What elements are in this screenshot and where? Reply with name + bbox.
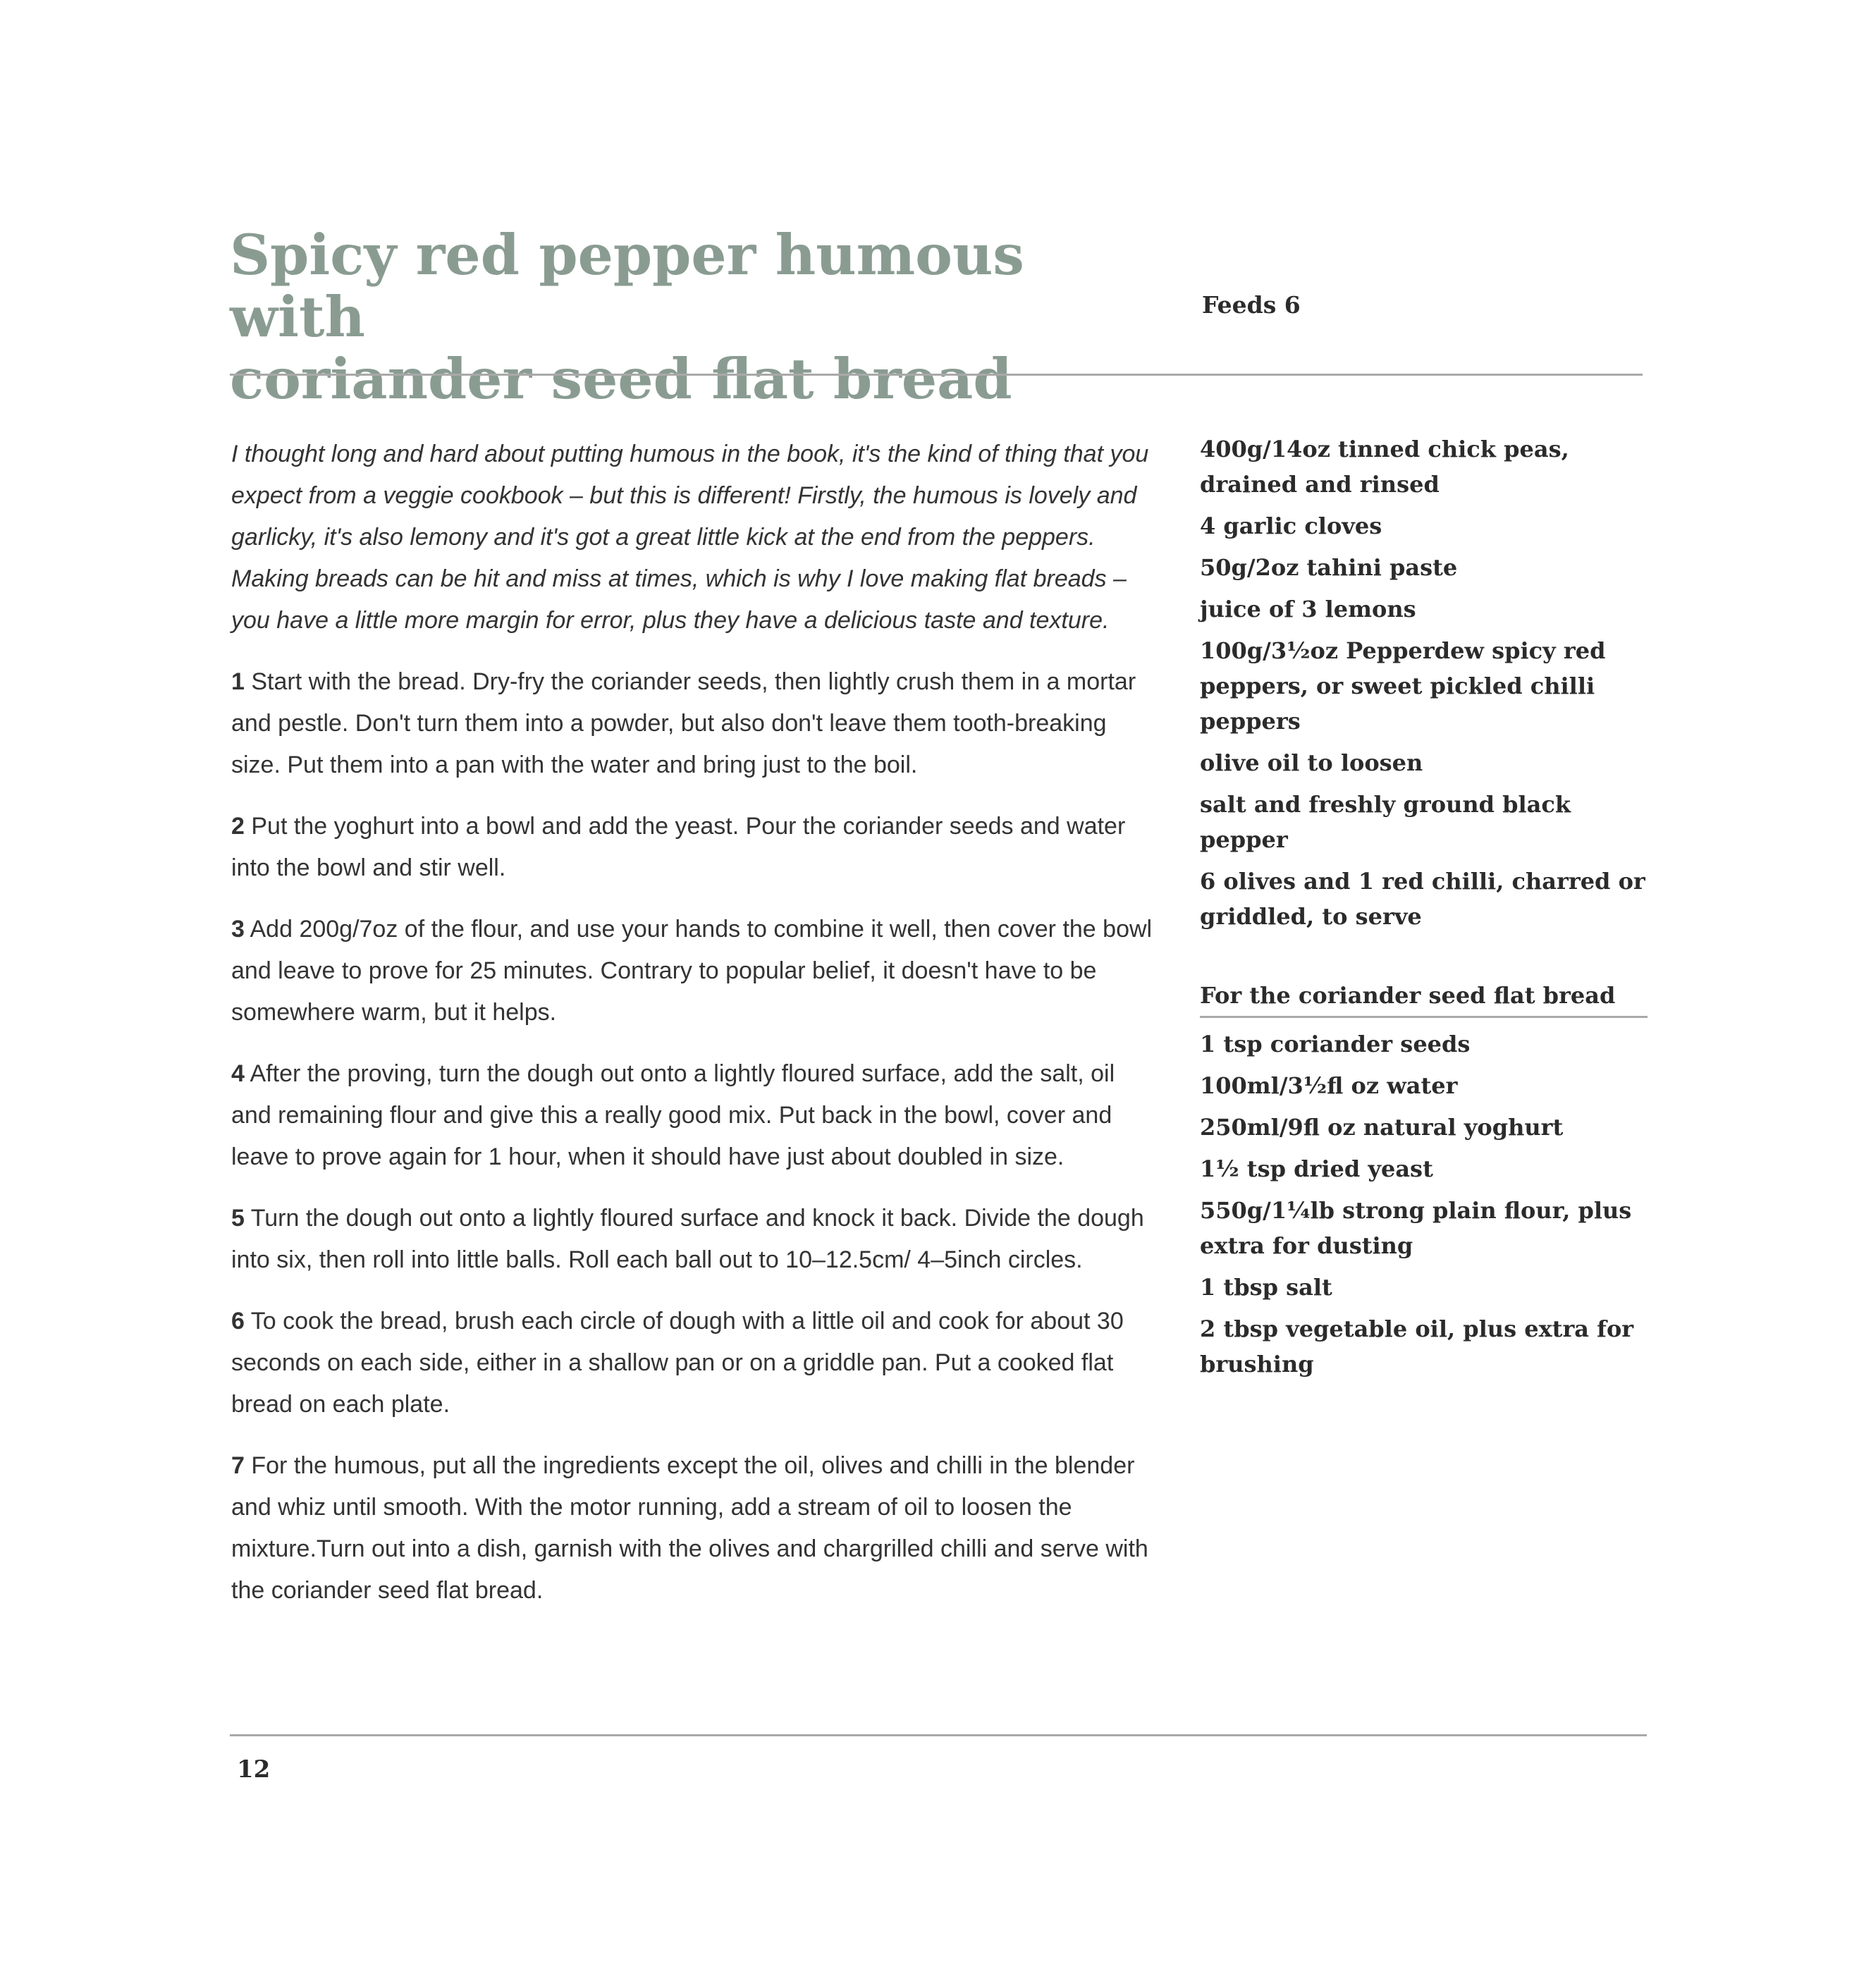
method-step — [231, 1301, 1155, 1425]
step-text: Start with the bread. Dry-fry the coriander seeds, then lightly crush them in a mortar and pestle. Don't turn them into a powder, but also don't leave them tooth-breaking size. Put them into a pan with the water and bring just to the boil. — [231, 668, 1136, 778]
recipe-title — [230, 224, 1146, 410]
step-number: 2 — [231, 813, 245, 840]
method-step — [231, 909, 1155, 1033]
page-number: 12 — [237, 1755, 271, 1784]
bread-ingredients-list — [1200, 1026, 1648, 1382]
ingredient-item: juice of 3 lemons — [1200, 596, 1416, 622]
top-divider — [230, 374, 1643, 376]
step-number: 3 — [231, 916, 245, 943]
step-text: After the proving, turn the dough out onto a lightly floured surface, add the salt, oil and remaining flour and give this a really good mix. Put back in the bowl, cover and leave to prove again for 1 hour, when it should have just about doubled in size. — [231, 1060, 1115, 1170]
ingredient-item: 100ml/3½fl oz water — [1200, 1072, 1458, 1099]
step-number: 5 — [231, 1205, 245, 1232]
ingredient-item: 400g/14oz tinned chick peas, drained and rinsed — [1200, 436, 1569, 498]
humous-ingredients-list — [1200, 431, 1648, 934]
step-text: To cook the bread, brush each circle of dough with a little oil and cook for about 30 seconds on each side, either in a shallow pan or on a griddle pan. Put a cooked flat bread on each plate. — [231, 1308, 1124, 1418]
ingredient-item: 100g/3½oz Pepperdew spicy red peppers, or sweet pickled chilli peppers — [1200, 637, 1606, 735]
method-step — [231, 1198, 1155, 1281]
step-text: Add 200g/7oz of the flour, and use your hands to combine it well, then cover the bowl and leave to prove for 25 minutes. Contrary to popular belief, it doesn't have to be somewhere warm, but it helps. — [231, 916, 1153, 1026]
method-step — [231, 1053, 1155, 1178]
step-number: 7 — [231, 1452, 245, 1479]
ingredient-item: 2 tbsp vegetable oil, plus extra for brushing — [1200, 1315, 1634, 1378]
ingredient-item: 1 tbsp salt — [1200, 1274, 1332, 1301]
ingredient-item: 1½ tsp dried yeast — [1200, 1155, 1433, 1182]
method-step — [231, 806, 1155, 889]
method-column — [231, 434, 1155, 1631]
recipe-title-line-2: coriander seed flat bread — [230, 346, 1012, 412]
ingredient-item: olive oil to loosen — [1200, 749, 1423, 776]
method-step — [231, 661, 1155, 786]
intro-paragraph: I thought long and hard about putting humous in the book, it's the kind of thing that you expect from a veggie cookbook – but this is different! Firstly, the humous is lovely and garlicky, it's also lemony and it's got a great little kick at the end from the peppers. Making breads can be hit and miss at times, which is why I love making flat breads – you have a little more margin for error, plus they have a delicious taste and texture. — [231, 441, 1149, 634]
ingredient-item: 4 garlic cloves — [1200, 513, 1382, 539]
ingredients-column — [1200, 431, 1648, 1388]
step-text: For the humous, put all the ingredients except the oil, olives and chilli in the blender and whiz until smooth. With the motor running, add a stream of oil to loosen the mixture.Turn out into a dish, garnish with the olives and chargrilled chilli and serve with the coriander seed flat bread. — [231, 1452, 1148, 1604]
ingredient-item: 550g/1¼lb strong plain flour, plus extra for dusting — [1200, 1197, 1632, 1259]
step-number: 1 — [231, 668, 245, 695]
bread-ingredients-heading: For the coriander seed flat bread — [1200, 978, 1648, 1018]
ingredient-item: 250ml/9fl oz natural yoghurt — [1200, 1114, 1564, 1141]
ingredient-item: salt and freshly ground black pepper — [1200, 791, 1571, 853]
step-text: Turn the dough out onto a lightly floured surface and knock it back. Divide the dough into six, then roll into little balls. Roll each ball out to 10–12.5cm/ 4–5inch circles. — [231, 1205, 1144, 1273]
ingredient-item: 1 tsp coriander seeds — [1200, 1031, 1471, 1057]
step-number: 4 — [231, 1060, 245, 1087]
serves-label: Feeds 6 — [1202, 291, 1301, 319]
ingredient-item: 50g/2oz tahini paste — [1200, 554, 1458, 581]
step-text: Put the yoghurt into a bowl and add the yeast. Pour the coriander seeds and water into the bowl and stir well. — [231, 813, 1126, 881]
ingredient-item: 6 olives and 1 red chilli, charred or griddled, to serve — [1200, 868, 1645, 930]
recipe-title-line-1: Spicy red pepper humous with — [230, 222, 1024, 350]
bottom-divider — [230, 1734, 1647, 1736]
step-number: 6 — [231, 1308, 245, 1334]
method-step — [231, 1445, 1155, 1612]
